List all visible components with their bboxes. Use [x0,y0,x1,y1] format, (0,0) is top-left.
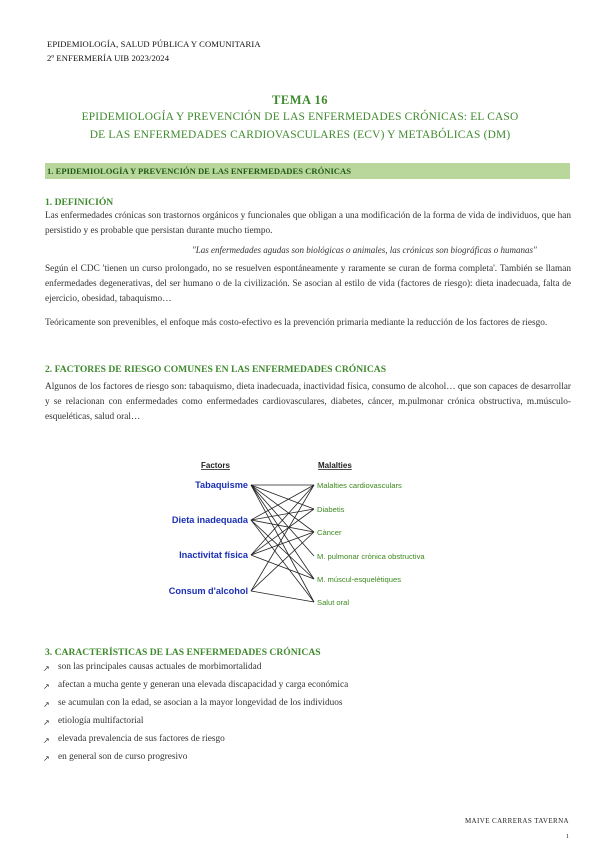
factor-tabaquisme: Tabaquisme [195,480,248,490]
definicion-heading: 1. DEFINICIÓN [45,197,114,208]
definicion-paragraph-3: Teóricamente son prevenibles, el enfoque más costo-efectivo es la prevención primaria mediante la reducción de los factores de riesgo. [45,318,548,328]
definicion-quote: "Las enfermedades agudas son biológicas o animales, las crónicas son biográficas o humanas" [192,245,537,255]
disease-mpoc: M. pulmonar crònica obstructiva [317,552,425,561]
diseases-header: Malalties [318,461,352,470]
disease-diabetis: Diabetis [317,505,345,514]
connection-lines [251,485,314,602]
footer-author: MAIVE CARRERAS TAVERNA [464,817,569,825]
factor-dieta: Dieta inadequada [171,515,248,525]
definicion-paragraph-1: Las enfermedades crónicas son trastornos orgánicos y funcionales que obligan a una modificación de la forma de vida de individuos, que han persistido y es probable que persistan durante mucho tiempo. [45,211,571,237]
main-title-line2: DE LAS ENFERMEDADES CARDIOVASCULARES (ECV) Y METABÓLICAS (DM) [89,129,511,141]
factors-header: Factors [201,461,230,470]
list-item: afectan a mucha gente y generan una elevada discapacidad y carga económica [58,680,349,690]
disease-cancer: Càncer [317,528,342,537]
topic-title: TEMA 16 [272,93,328,107]
disease-musculoesqueletiques: M. múscul-esquelètiques [317,575,401,584]
arrow-bullet-icon: ↗ [43,682,50,691]
arrow-bullet-icon: ↗ [43,718,50,727]
arrow-bullet-icon: ↗ [43,736,50,745]
list-item: etiología multifactorial [58,716,144,726]
factores-heading: 2. FACTORES DE RIESGO COMUNES EN LAS ENFERMEDADES CRÓNICAS [45,364,387,375]
list-item: elevada prevalencia de sus factores de riesgo [58,734,225,744]
disease-cardiovasculars: Malalties cardiovasculars [317,481,402,490]
factores-paragraph: Algunos de los factores de riesgo son: tabaquismo, dieta inadecuada, inactividad física, consumo de alcohol… que son capaces de desarrollar y se relacionan con enfermedades como enfermedades cardiovasculares, diabetes, cáncer, m.pulmonar crónica obstructiva, m.músculo-esqueléticas, salud oral… [45,382,571,423]
disease-salut-oral: Salut oral [317,598,350,607]
list-item: son las principales causas actuales de morbimortalidad [58,662,262,672]
header-year: 2º ENFERMERÍA UIB 2023/2024 [47,53,170,63]
section-band: 1. EPIDEMIOLOGÍA Y PREVENCIÓN DE LAS ENFERMEDADES CRÓNICAS [45,163,570,179]
list-item: en general son de curso progresivo [58,752,188,762]
caracteristicas-heading: 3. CARACTERÍSTICAS DE LAS ENFERMEDADES CRÓNICAS [45,647,321,658]
page-number: 1 [565,833,569,840]
header-course: EPIDEMIOLOGÍA, SALUD PÚBLICA Y COMUNITARIA [47,39,261,49]
arrow-bullet-icon: ↗ [43,754,50,763]
arrow-bullet-icon: ↗ [43,700,50,709]
list-item: se acumulan con la edad, se asocian a la mayor longevidad de los individuos [58,698,343,708]
factor-inactivitat: Inactivitat física [179,550,248,560]
risk-factor-diagram [150,455,450,615]
definicion-paragraph-2: Según el CDC 'tienen un curso prolongado, no se resuelven espontáneamente y raramente se curan de forma completa'. También se llaman enfermedades degenerativas, del ser humano o de la civilización. Se asocian al estilo de vida (factores de riesgo): dieta inadecuada, falta de ejercicio, obesidad, tabaquismo… [45,264,571,305]
main-title-line1: EPIDEMIOLOGÍA Y PREVENCIÓN DE LAS ENFERMEDADES CRÓNICAS: EL CASO [81,111,519,123]
arrow-bullet-icon: ↗ [43,664,50,673]
factor-alcohol: Consum d'alcohol [168,586,248,596]
